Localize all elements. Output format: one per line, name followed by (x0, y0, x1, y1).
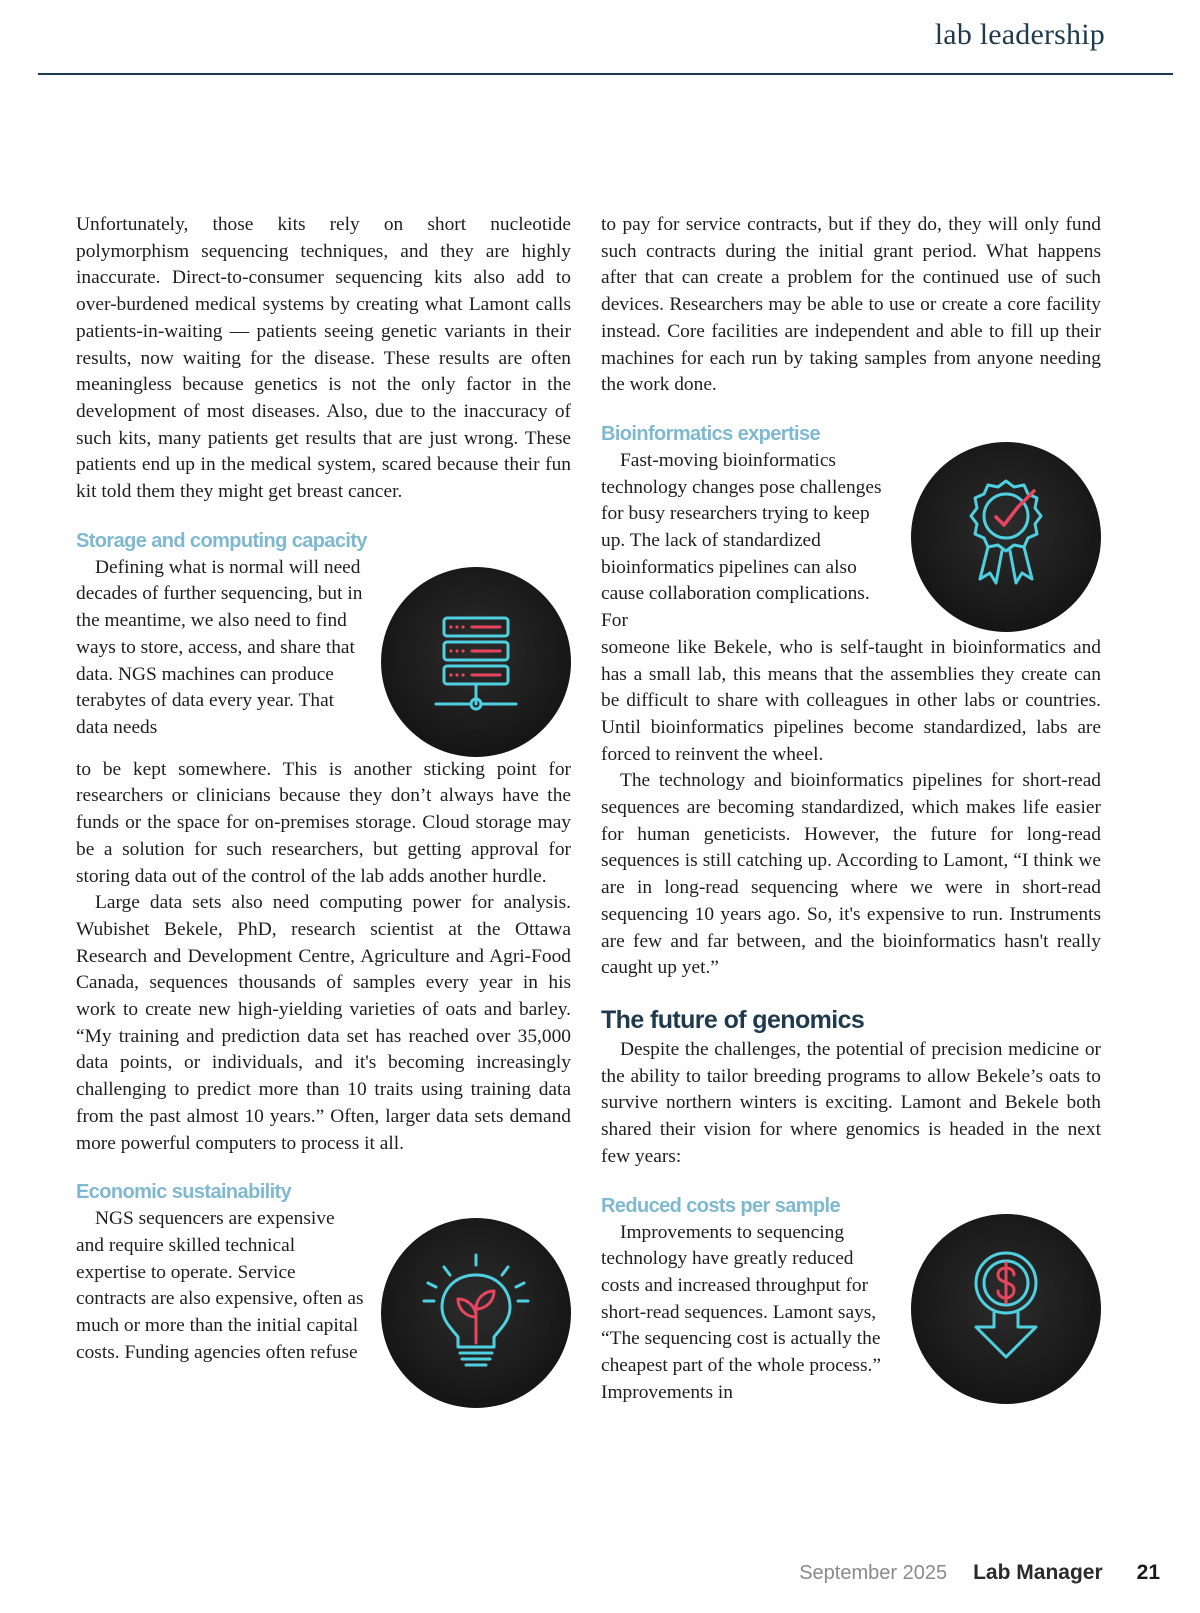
dollar-down-arrow-icon (911, 1214, 1101, 1404)
award-badge-icon (911, 442, 1101, 632)
server-icon (381, 567, 571, 757)
header-rule (38, 73, 1173, 75)
bioinformatics-heading: Bioinformatics expertise (601, 422, 821, 445)
economic-heading: Economic sustainability (76, 1181, 292, 1204)
storage-wrap-block (76, 555, 571, 757)
bioinformatics-paragraph-1-wrap: Fast-moving bioinformatics technology changes pose challenges for busy researchers trying to keep up. The lack of standardized bioinformatics pipelines can also cause collaboration complications. For (601, 449, 882, 632)
costs-wrap-block (601, 1220, 1101, 1407)
bioinformatics-wrap-block (601, 448, 1101, 635)
continued-paragraph: to pay for service contracts, but if they do, they will only fund such contracts during the initial grant period. What happens after that can create a problem for the continued use of such devices. Researchers may be able to use or create a core facility instead. Core facilities are independent and able to fill up their machines for each run by taking samples from anyone needing the work done. (601, 214, 1101, 396)
page-number: 21 (1136, 1561, 1160, 1584)
future-paragraph-1: Despite the challenges, the potential of precision medicine or the ability to tailor breeding programs to allow Bekele’s oats to survive northern winters is exciting. Lamont and Bekele both shared their vision for where genomics is headed in the next few years: (601, 1038, 1101, 1167)
economic-wrap-block (76, 1206, 571, 1408)
publication-name: Lab Manager (973, 1561, 1103, 1584)
storage-heading: Storage and computing capacity (76, 529, 367, 552)
page-footer (799, 1561, 1160, 1585)
intro-paragraph: Unfortunately, those kits rely on short nucleotide polymorphism sequencing techniques, and they are highly inaccurate. Direct-to-consumer sequencing kits also add to over-burdened medical systems by creating what Lamont calls patients-in-waiting — patients seeing genetic variants in their results, now waiting for the disease. These results are often meaningless because genetics is not the only factor in the development of most diseases. Also, due to the inaccuracy of such kits, many patients get results that are just wrong. These patients end up in the medical system, scared because their fun kit told them they might get breast cancer. (76, 214, 571, 503)
costs-heading: Reduced costs per sample (601, 1194, 841, 1217)
lightbulb-plant-icon (381, 1218, 571, 1408)
storage-paragraph-2: Large data sets also need computing power for analysis. Wubishet Bekele, PhD, research scientist at the Ottawa Research and Development Centre, Agriculture and Agri-Food Canada, sequences thousands of samples every year in his work to create new high-yielding varieties of oats and barley. “My training and prediction data set has reached over 35,000 data points, or individuals, and it's becoming increasingly challenging to predict more than 10 traits using training data from the past almost 10 years.” Often, larger data sets demand more powerful computers to process it all. (76, 892, 571, 1154)
economic-paragraph-1-wrap: NGS sequencers are expensive and require skilled technical expertise to operate. Service contracts are also expensive, often as much or more than the initial capital costs. Funding agencies often refuse (76, 1208, 364, 1363)
section-label: lab leadership (934, 18, 1105, 51)
costs-paragraph-1-wrap: Improvements to sequencing technology have greatly reduced costs and increased throughput for short-read sequences. Lamont says, “The sequencing cost is actually the cheapest part of the whole process.” Improvements in (601, 1221, 881, 1403)
bioinformatics-paragraph-2: The technology and bioinformatics pipelines for short-read sequences are becoming standardized, which makes life easier for human geneticists. However, the future for long-read sequences is still catching up. According to Lamont, “I think we are in long-read sequencing where we were in short-read sequencing 10 years ago. So, it's expensive to run. Instruments are few and far between, and the bioinformatics hasn't really caught up yet.” (601, 770, 1101, 979)
issue-date: September 2025 (799, 1562, 948, 1584)
right-column (601, 212, 1101, 1406)
storage-paragraph-1-wrap: Defining what is normal will need decades of further sequencing, but in the meantime, we also need to find ways to store, access, and share that data. NGS machines can produce terabytes of data every year. That data needs (76, 556, 363, 738)
future-heading: The future of genomics (601, 1005, 865, 1034)
storage-paragraph-1-rest: to be kept somewhere. This is another sticking point for researchers or clinicians because they don’t always have the funds or the space for on-premises storage. Cloud storage may be a solution for such researchers, but getting approval for storing data out of the control of the lab adds another hurdle. (76, 758, 571, 887)
left-column (76, 212, 571, 1408)
bioinformatics-paragraph-1-rest: someone like Bekele, who is self-taught in bioinformatics and has a small lab, this means that the assemblies they create can be difficult to share with colleagues in other labs or countries. Until bioinformatics pipelines become standardized, labs are forced to reinvent the wheel. (601, 636, 1101, 765)
